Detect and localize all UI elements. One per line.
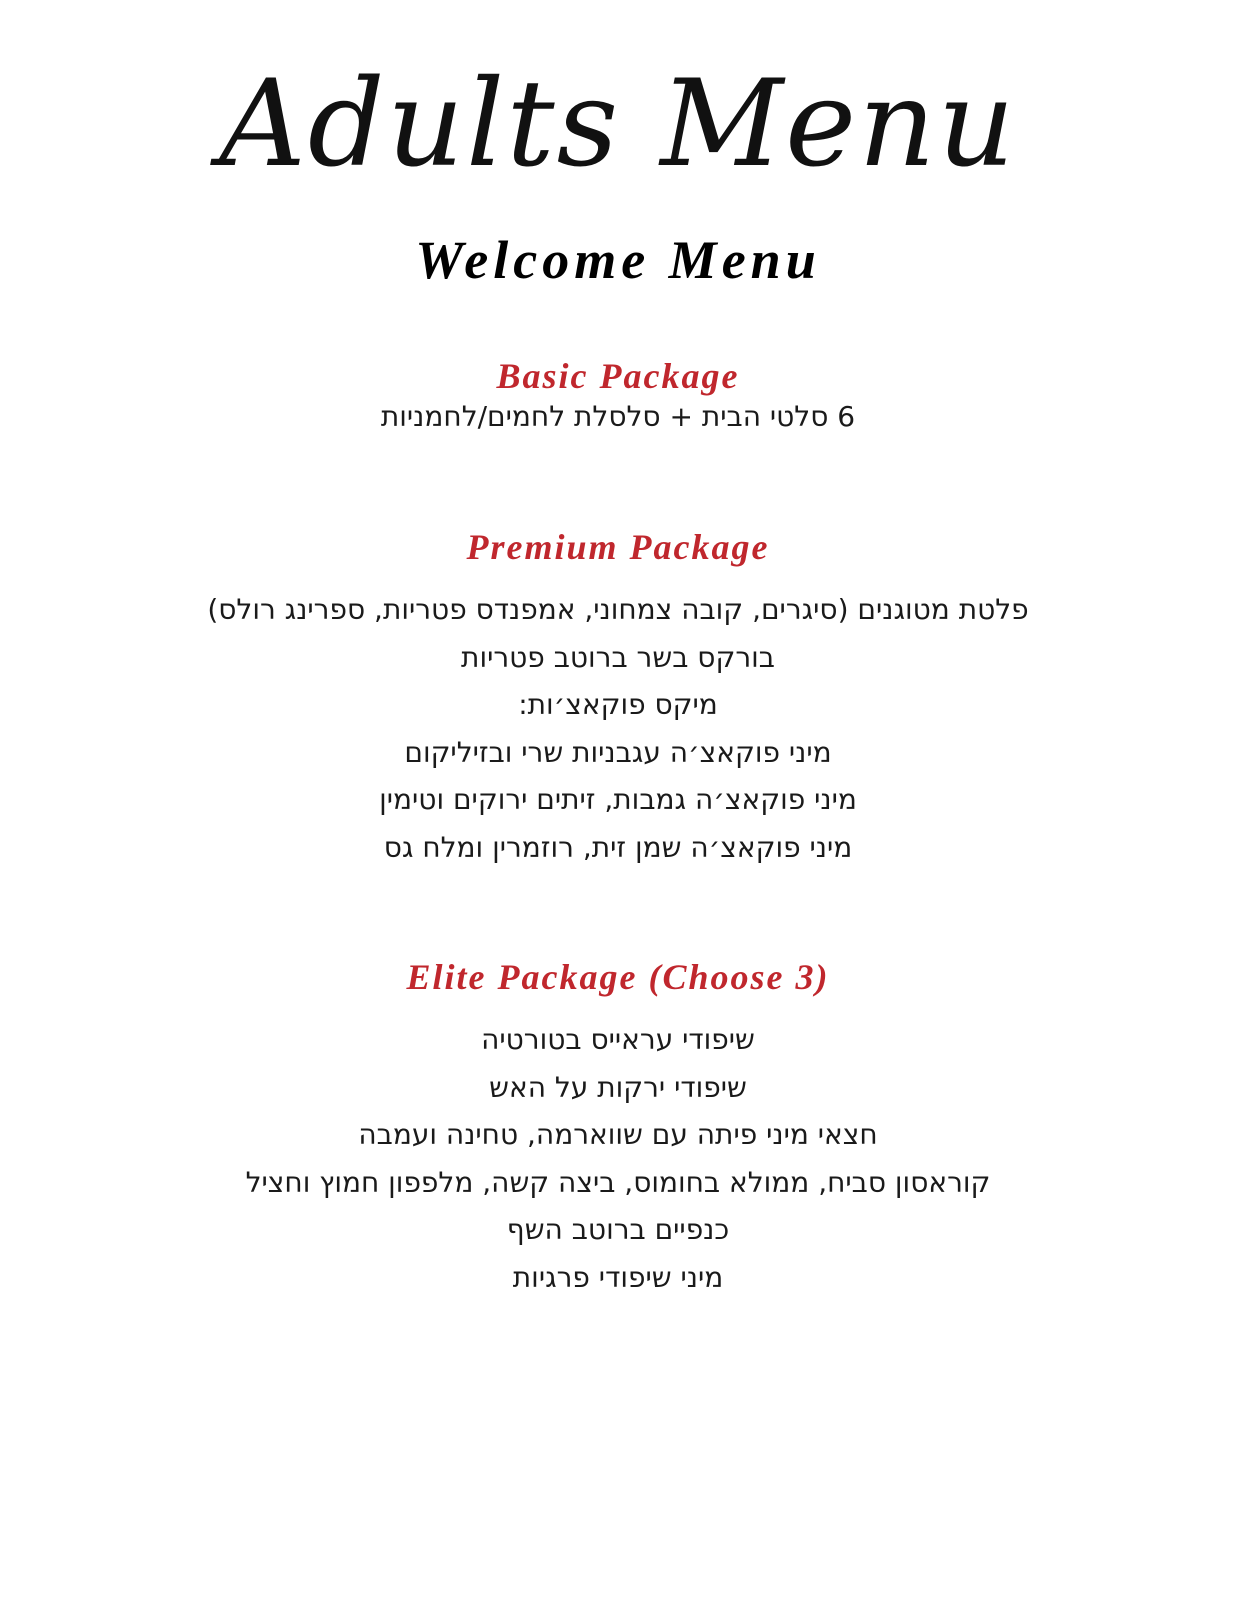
premium-package-item: מיני פוקאצ׳ה עגבניות שרי ובזיליקום [404, 735, 832, 769]
elite-package-heading: Elite Package (Choose 3) [406, 957, 830, 997]
basic-package-item: 6 סלטי הבית + סלסלת לחמים/לחמניות [380, 400, 856, 433]
premium-package-heading: Premium Package [466, 527, 770, 567]
script-title: Adults Menu [219, 55, 1017, 194]
elite-package-item: שיפודי ירקות על האש [489, 1070, 747, 1104]
elite-package-item: שיפודי עראייס בטורטיה [481, 1023, 755, 1056]
premium-package-item: מיני פוקאצ׳ה גמבות, זיתים ירוקים וטימין [379, 783, 857, 816]
page-title: Welcome Menu [415, 230, 821, 290]
elite-package-item: מיני שיפודי פרגיות [512, 1260, 724, 1294]
premium-package-item: מיקס פוקאצ׳ות: [518, 688, 718, 721]
premium-package-item: פלטת מטוגנים (סיגרים, קובה צמחוני, אמפנדס פטריות, ספרינג רולס) [207, 593, 1029, 626]
elite-package-item: חצאי מיני פיתה עם שווארמה, טחינה ועמבה [358, 1118, 878, 1151]
basic-package-section [0, 352, 1236, 434]
premium-package-section [0, 520, 1236, 871]
elite-package-item: כנפיים ברוטב השף [506, 1213, 730, 1246]
basic-package-heading: Basic Package [496, 356, 740, 396]
elite-package-item: קוראסון סביח, ממולא בחומוס, ביצה קשה, מלפפון חמוץ וחציל [245, 1165, 991, 1199]
premium-package-item: בורקס בשר ברוטב פטריות [461, 640, 775, 674]
premium-package-item: מיני פוקאצ׳ה שמן זית, רוזמרין ומלח גס [383, 830, 853, 864]
elite-package-section [0, 950, 1236, 1301]
